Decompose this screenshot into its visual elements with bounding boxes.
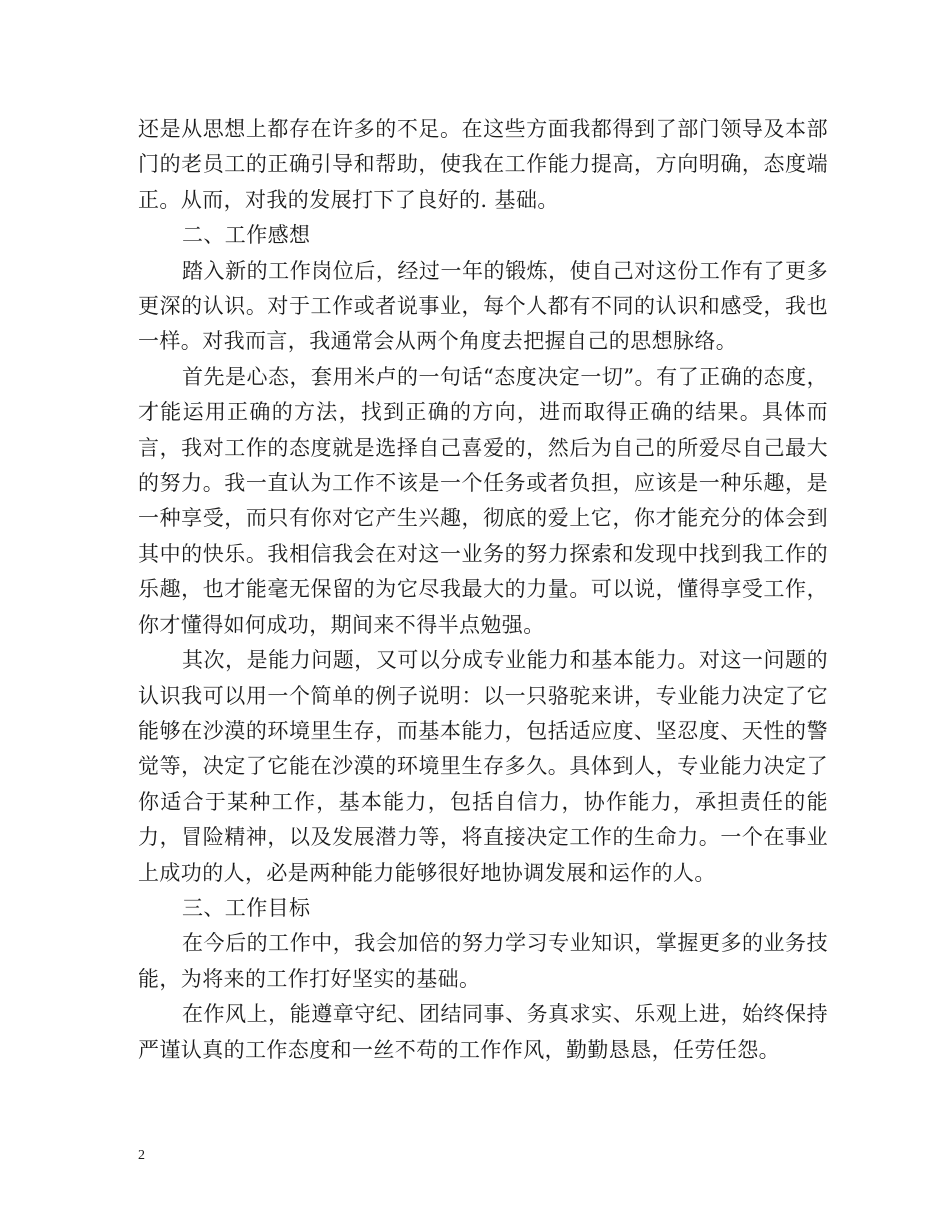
page-number: 2 — [138, 1148, 145, 1163]
paragraph-continuation: 还是从思想上都存在许多的不足。在这些方面我都得到了部门领导及本部门的老员工的正确引导和帮助，使我在工作能力提高，方向明确，态度端正。从而，对我的发展打下了良好的. 基础。 — [138, 117, 828, 212]
section-heading-work-goals: 三、工作目标 — [182, 895, 311, 920]
paragraph-work-style: 在作风上，能遵章守纪、团结同事、务真求实、乐观上进，始终保持严谨认真的工作态度和一丝不苟的工作作风，勤勤恳恳，任劳任怨。 — [138, 1002, 828, 1062]
paragraph-ability: 其次，是能力问题，又可以分成专业能力和基本能力。对这一问题的认识我可以用一个简单的例子说明：以一只骆驼来讲，专业能力决定了它能够在沙漠的环境里生存，而基本能力，包括适应度、坚忍度、天性的警觉等，决定了它能在沙漠的环境里生存多久。具体到人，专业能力决定了你适合于某种工作，基本能力，包括自信力，协作能力，承担责任的能力，冒险精神，以及发展潜力等，将直接决定工作的生命力。一个在事业上成功的人，必是两种能力能够很好地协调发展和运作的人。 — [138, 648, 828, 885]
paragraph-new-position: 踏入新的工作岗位后，经过一年的锻炼，使自己对这份工作有了更多更深的认识。对于工作或者说事业，每个人都有不同的认识和感受，我也一样。对我而言，我通常会从两个角度去把握自己的思想脉络。 — [138, 258, 828, 354]
body-text — [138, 112, 828, 1068]
section-heading-work-reflection: 二、工作感想 — [182, 223, 311, 248]
paragraph-attitude: 首先是心态，套用米卢的一句话“态度决定一切”。有了正确的态度，才能运用正确的方法，找到正确的方向，进而取得正确的结果。具体而言，我对工作的态度就是选择自己喜爱的，然后为自己的所爱尽自己最大的努力。我一直认为工作不该是一个任务或者负担，应该是一种乐趣，是一种享受，而只有你对它产生兴趣，彻底的爱上它，你才能充分的体会到其中的快乐。我相信我会在对这一业务的努力探索和发现中找到我工作的乐趣，也才能毫无保留的为它尽我最大的力量。可以说，懂得享受工作，你才懂得如何成功，期间来不得半点勉强。 — [138, 364, 828, 637]
paragraph-future-study: 在今后的工作中，我会加倍的努力学习专业知识，掌握更多的业务技能，为将来的工作打好坚实的基础。 — [138, 931, 828, 991]
